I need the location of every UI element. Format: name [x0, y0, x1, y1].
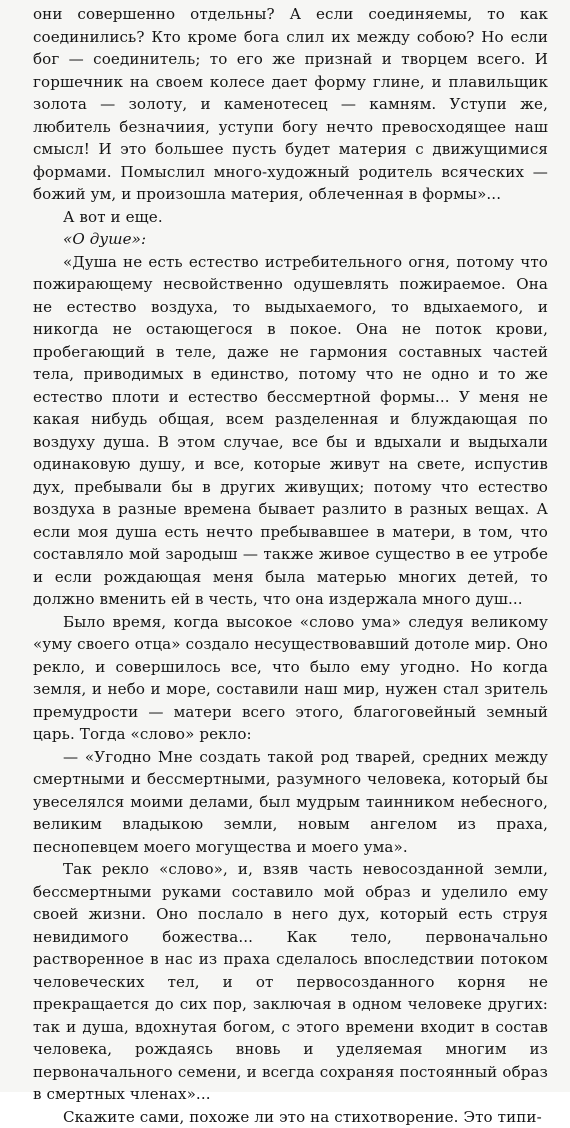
paragraph-quote: — «Угодно Мне создать такой род тварей, средних между смертными и бессмертными, разумного человека, который бы увеселялся моими делами, был мудрым таинником небесного, великим владыкою земли, новым ангелом из праха, песнопевцем моего могущества и моего ума». [33, 746, 548, 859]
paragraph-final: Скажите сами, похоже ли это на стихотворение. Это типи- [33, 1106, 548, 1128]
section-heading: «О душе»: [33, 228, 548, 251]
paragraph-word-of-mind: Было время, когда высокое «слово ума» следуя великому «уму своего отца» создало несуществовавший дотоле мир. Оно рекло, и совершилось все, что было ему угодно. Но когда земля, и небо и море, составили наш мир, нужен стал зритель премудрости — матери всего этого, благоговейный земный царь. Тогда «слово» рекло: [33, 611, 548, 746]
paragraph-soul: «Душа не есть естество истребительного огня, потому что пожирающему несвойственно одушевлять пожираемое. Она не естество воздуха, то выдыхаемого, то вдыхаемого, и никогда не остающегося в покое. Она не поток крови, пробегающий в теле, даже не гармония составных частей тела, приводимых в единство, потому что не одно и то же естество плоти и естество бессмертной формы... У меня не какая нибудь общая, всем разделенная и блуждающая по воздуху душа. В этом случае, все бы и вдыхали и выдыхали одинаковую душу, и все, которые живут на свете, испустив дух, пребывали бы в других живущих; потому что естество воздуха в разные времена бывает разлито в разных вещах. А если моя душа есть нечто пребывавшее в матери, в том, что составляло мой зародыш — также живое существо в ее утробе и если рождающая меня была матерью многих детей, то должно вменить ей в честь, что она издержала много душ... [33, 251, 548, 611]
paragraph-continuation: они совершенно отдельны? А если соединяемы, то как соединились? Кто кроме бога слил их между собою? Но если бог — соединитель; то его же признай и творцем всего. И горшечник на своем колесе дает форму глине, и плавильщик золота — золоту, и каменотесец — камням. Уступи же, любитель безначиия, уступи богу нечто превосходящее наш смысл! И это большее пусть будет материя с движущимися формами. Помыслил много-художный родитель всяческих — божий ум, и произошла материя, облеченная в формы»... [33, 3, 548, 206]
paragraph-creation: Так рекло «слово», и, взяв часть невосозданной земли, бессмертными руками составило мой образ и уделило ему своей жизни. Оно послало в него дух, который есть струя невидимого божества... Как тело, первоначально растворенное в нас из праха сделалось впоследствии потоком человеческих тел, и от первосозданного корня не прекращается до сих пор, заключая в одном человеке других: так и душа, вдохнутая богом, с этого времени входит в состав человека, рождаясь вновь и уделяемая многим из первоначального семени, и всегда сохраняя постоянный образ в смертных членах»... [33, 858, 548, 1106]
paragraph-intro: А вот и еще. [33, 206, 548, 229]
